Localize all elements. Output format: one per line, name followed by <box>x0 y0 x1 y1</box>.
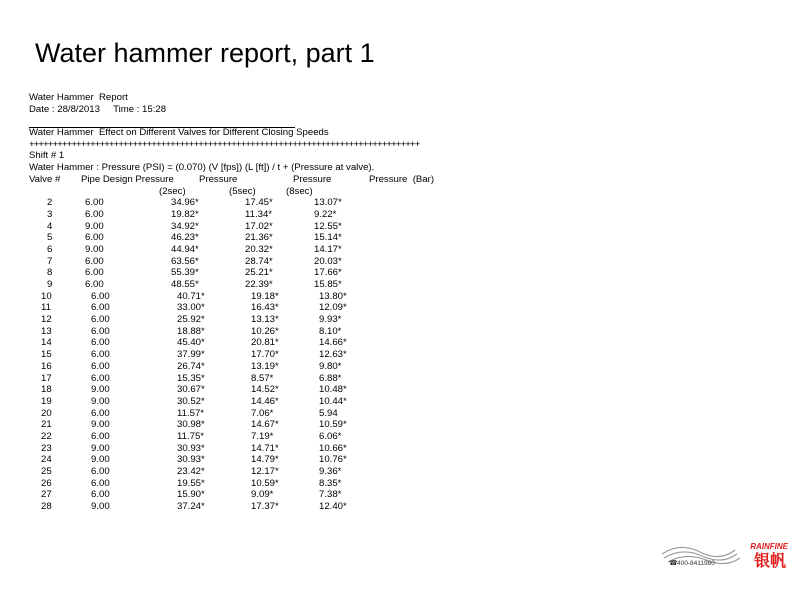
cell-pipe: 9.00 <box>91 395 110 407</box>
cell-2sec: 48.55* <box>171 279 199 290</box>
cell-valve: 6 <box>47 243 53 255</box>
cell-pipe: 6.00 <box>91 325 110 337</box>
table-row <box>29 489 499 501</box>
cell-5sec: 14.67* <box>251 419 279 431</box>
header-5sec: (5sec) <box>229 185 256 197</box>
cell-8sec: 12.40* <box>319 501 347 513</box>
cell-pipe: 6.00 <box>85 279 104 290</box>
cell-2sec: 19.82* <box>171 208 199 220</box>
header-subrow <box>29 186 499 198</box>
cell-8sec: 10.76* <box>319 454 347 466</box>
cell-2sec: 19.55* <box>177 477 205 489</box>
cell-8sec: 12.09* <box>319 302 347 314</box>
cell-pipe: 6.00 <box>91 290 110 302</box>
effect-title: Water Hammer Effect on Different Valves for Different Closing Speeds <box>29 127 329 139</box>
table-row <box>29 221 499 233</box>
cell-2sec: 30.98* <box>177 419 205 431</box>
cell-valve: 28 <box>41 501 52 513</box>
cell-2sec: 33.00* <box>177 302 205 314</box>
table-row <box>29 419 499 431</box>
cell-pipe: 9.00 <box>91 419 110 431</box>
cell-5sec: 17.45* <box>245 197 273 209</box>
cell-8sec: 9.36* <box>319 466 342 477</box>
cell-8sec: 15.85* <box>314 279 342 290</box>
table-row <box>29 209 499 221</box>
cell-valve: 15 <box>41 349 52 361</box>
cell-8sec: 13.80* <box>319 290 347 302</box>
cell-5sec: 11.34* <box>245 208 273 220</box>
table-row <box>29 291 499 303</box>
cell-valve: 26 <box>41 477 52 489</box>
cell-2sec: 15.90* <box>177 489 205 501</box>
cell-5sec: 20.32* <box>245 243 273 255</box>
cell-valve: 11 <box>41 302 51 314</box>
cell-5sec: 13.13* <box>251 314 279 326</box>
cell-valve: 27 <box>41 489 52 501</box>
cell-2sec: 44.94* <box>171 243 199 255</box>
table-row <box>29 232 499 244</box>
cell-8sec: 12.55* <box>314 220 342 232</box>
table-row <box>29 466 499 478</box>
table-row <box>29 431 499 443</box>
cell-pipe: 9.00 <box>85 243 104 255</box>
cell-2sec: 37.99* <box>177 349 205 361</box>
report-date: Date : 28/8/2013 Time : 15:28 <box>29 103 167 115</box>
cell-5sec: 16.43* <box>251 302 279 314</box>
cell-5sec: 20.81* <box>251 337 279 349</box>
cell-pipe: 6.00 <box>85 208 104 220</box>
cell-2sec: 11.57* <box>177 407 205 419</box>
table-row <box>29 408 499 420</box>
cell-valve: 3 <box>47 208 53 220</box>
cell-pipe: 6.00 <box>91 360 110 372</box>
slide-title: Water hammer report, part 1 <box>35 38 375 68</box>
cell-8sec: 5.94 <box>319 407 338 419</box>
table-row <box>29 197 499 209</box>
cell-valve: 23 <box>41 442 52 454</box>
cell-8sec: 12.63* <box>319 349 347 361</box>
cell-5sec: 12.17* <box>251 466 279 477</box>
cell-valve: 20 <box>41 407 52 419</box>
cell-5sec: 8.57* <box>251 372 274 384</box>
cell-2sec: 40.71* <box>177 290 205 302</box>
table-row <box>29 267 499 279</box>
cell-8sec: 8.10* <box>319 325 342 337</box>
cell-2sec: 37.24* <box>177 501 205 513</box>
cell-pipe: 6.00 <box>91 477 110 489</box>
cell-5sec: 10.59* <box>251 477 279 489</box>
cell-valve: 9 <box>47 279 53 290</box>
table-row <box>29 384 499 396</box>
cell-2sec: 30.93* <box>177 454 205 466</box>
header-pressure-2: Pressure <box>293 173 332 185</box>
table-row <box>29 326 499 338</box>
cell-2sec: 26.74* <box>177 360 205 372</box>
logo-brand-cn: 银帆 <box>753 551 786 570</box>
cell-valve: 7 <box>47 255 53 267</box>
cell-pipe: 6.00 <box>85 267 104 279</box>
cell-valve: 4 <box>47 220 53 232</box>
table-row <box>29 478 499 490</box>
cell-valve: 13 <box>41 325 52 337</box>
cell-8sec: 20.03* <box>314 255 342 267</box>
table-row <box>29 244 499 256</box>
cell-8sec: 10.59* <box>319 419 347 431</box>
cell-valve: 2 <box>47 197 53 209</box>
cell-5sec: 14.46* <box>251 395 279 407</box>
header-pressure-1: Pressure <box>199 173 238 185</box>
cell-2sec: 25.92* <box>177 314 205 326</box>
formula-line: Water Hammer : Pressure (PSI) = (0.070) (V [fps]) (L [ft]) / t + (Pressure at valve). <box>29 162 375 174</box>
cell-5sec: 9.09* <box>251 489 274 501</box>
cell-8sec: 9.93* <box>319 314 342 326</box>
cell-pipe: 6.00 <box>85 197 104 209</box>
header-row <box>29 174 499 186</box>
cell-8sec: 14.66* <box>319 337 347 349</box>
cell-8sec: 13.07* <box>314 197 342 209</box>
report-body <box>29 92 499 513</box>
cell-pipe: 6.00 <box>91 489 110 501</box>
table-row <box>29 396 499 408</box>
blank-line <box>29 115 499 127</box>
cell-valve: 12 <box>41 314 52 326</box>
cell-5sec: 17.02* <box>245 220 273 232</box>
table-row <box>29 443 499 455</box>
cell-5sec: 19.18* <box>251 290 279 302</box>
cell-valve: 8 <box>47 267 53 279</box>
cell-pipe: 9.00 <box>91 384 110 396</box>
table-row <box>29 349 499 361</box>
cell-8sec: 10.48* <box>319 384 347 396</box>
cell-pipe: 9.00 <box>91 501 110 513</box>
table-row <box>29 361 499 373</box>
cell-5sec: 17.37* <box>251 501 279 513</box>
cell-2sec: 23.42* <box>177 466 205 477</box>
cell-pipe: 6.00 <box>91 466 110 477</box>
cell-pipe: 6.00 <box>91 430 110 442</box>
cell-8sec: 15.14* <box>314 232 342 244</box>
shift-label: Shift # 1 <box>29 150 65 162</box>
cell-pipe: 6.00 <box>91 337 110 349</box>
cell-pipe: 6.00 <box>91 314 110 326</box>
data-rows <box>29 197 499 513</box>
cell-5sec: 14.79* <box>251 454 279 466</box>
cell-2sec: 34.96* <box>171 197 199 209</box>
report-title: Water Hammer Report <box>29 92 128 103</box>
cell-5sec: 17.70* <box>251 349 279 361</box>
plus-separator: +++++++++++++++++++++++++++++++++++++++++++++++++++++++++++++++++++++++++++++++++++ <box>29 138 420 150</box>
cell-2sec: 30.93* <box>177 442 205 454</box>
cell-valve: 10 <box>41 290 52 302</box>
rainfine-logo <box>660 540 790 580</box>
cell-2sec: 46.23* <box>171 232 199 244</box>
cell-5sec: 7.06* <box>251 407 274 419</box>
table-row <box>29 454 499 466</box>
cell-valve: 5 <box>47 232 53 244</box>
cell-pipe: 6.00 <box>91 349 110 361</box>
cell-2sec: 45.40* <box>177 337 205 349</box>
table-row <box>29 314 499 326</box>
cell-pipe: 6.00 <box>85 232 104 244</box>
header-2sec: (2sec) <box>159 185 186 197</box>
cell-2sec: 30.52* <box>177 395 205 407</box>
cell-8sec: 17.66* <box>314 267 342 279</box>
cell-valve: 14 <box>41 337 52 349</box>
table-row <box>29 501 499 513</box>
table-row <box>29 337 499 349</box>
cell-8sec: 6.88* <box>319 372 342 384</box>
cell-8sec: 10.44* <box>319 395 347 407</box>
cell-5sec: 14.71* <box>251 442 279 454</box>
cell-5sec: 28.74* <box>245 255 273 267</box>
cell-valve: 18 <box>41 384 52 396</box>
table-row <box>29 256 499 268</box>
cell-pipe: 6.00 <box>91 372 110 384</box>
cell-valve: 17 <box>41 372 52 384</box>
table-row <box>29 279 499 291</box>
table-row <box>29 302 499 314</box>
header-valve: Valve # <box>29 173 61 185</box>
cell-pipe: 9.00 <box>85 220 104 232</box>
cell-valve: 21 <box>41 419 52 431</box>
cell-8sec: 10.66* <box>319 442 347 454</box>
cell-pipe: 6.00 <box>91 302 110 314</box>
header-pressure-bar: Pressure (Bar) <box>369 173 435 185</box>
cell-8sec: 9.22* <box>314 208 337 220</box>
cell-5sec: 13.19* <box>251 360 279 372</box>
header-pipe: Pipe Design Pressure <box>81 173 174 185</box>
cell-5sec: 21.36* <box>245 232 273 244</box>
logo-brand-en: RAINFINE <box>750 542 788 551</box>
cell-8sec: 7.38* <box>319 489 342 501</box>
cell-2sec: 63.56* <box>171 255 199 267</box>
cell-pipe: 6.00 <box>85 255 104 267</box>
logo-phone: 400-8411980 <box>677 560 715 567</box>
cell-valve: 16 <box>41 360 52 372</box>
cell-pipe: 6.00 <box>91 407 110 419</box>
cell-2sec: 30.67* <box>177 384 205 396</box>
cell-5sec: 7.19* <box>251 430 274 442</box>
cell-valve: 25 <box>41 466 52 477</box>
cell-pipe: 9.00 <box>91 454 110 466</box>
cell-5sec: 25.21* <box>245 267 273 279</box>
cell-2sec: 34.92* <box>171 220 199 232</box>
cell-8sec: 6.06* <box>319 430 342 442</box>
header-8sec: (8sec) <box>286 185 313 197</box>
cell-2sec: 55.39* <box>171 267 199 279</box>
cell-pipe: 9.00 <box>91 442 110 454</box>
cell-5sec: 14.52* <box>251 384 279 396</box>
cell-valve: 24 <box>41 454 52 466</box>
cell-2sec: 11.75* <box>177 430 205 442</box>
cell-valve: 22 <box>41 430 52 442</box>
cell-8sec: 14.17* <box>314 243 342 255</box>
cell-5sec: 22.39* <box>245 279 273 290</box>
cell-8sec: 8.35* <box>319 477 342 489</box>
cell-8sec: 9.80* <box>319 360 342 372</box>
phone-icon: ☎ <box>669 559 678 567</box>
cell-valve: 19 <box>41 395 52 407</box>
cell-2sec: 18.88* <box>177 325 205 337</box>
table-row <box>29 373 499 385</box>
cell-2sec: 15.35* <box>177 372 205 384</box>
cell-5sec: 10.26* <box>251 325 279 337</box>
